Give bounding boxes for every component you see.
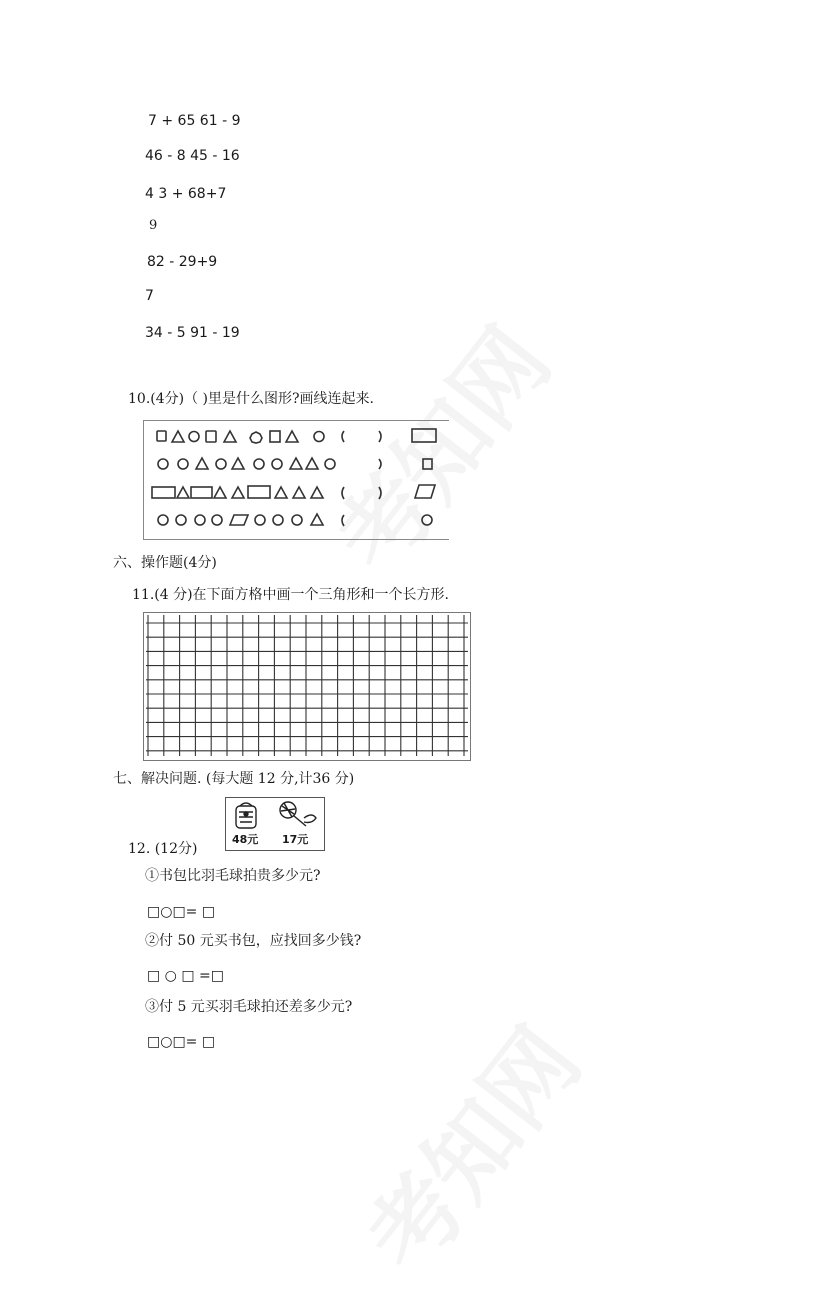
arith-row-5: 82 - 29+9 — [147, 254, 218, 270]
bag-icon — [230, 800, 262, 830]
racket-price: 17元 — [282, 833, 309, 846]
arith-row-1: 7 + 65 61 - 9 — [148, 113, 241, 129]
watermark-2 — [331, 997, 605, 1295]
arith-row-2: 46 - 8 45 - 16 — [145, 148, 240, 164]
racket-icon — [276, 800, 320, 830]
arith-row-7: 34 - 5 91 - 19 — [145, 325, 240, 341]
q12-eq3: □○□= □ — [147, 1034, 216, 1050]
q12-label: 12. (12分) — [128, 841, 198, 857]
price-picture — [225, 797, 325, 851]
q12-sub1: ①书包比羽毛球拍贵多少元? — [145, 868, 321, 884]
shapes-figure — [143, 420, 449, 540]
q12-sub3: ③付 5 元买羽毛球拍还差多少元? — [145, 999, 353, 1015]
section-7-heading: 七、解决问题. (每大题 12 分,计36 分) — [113, 771, 355, 787]
grid-figure[interactable] — [143, 612, 471, 761]
arith-row-4: 9 — [149, 218, 158, 233]
arith-row-3: 4 3 + 68+7 — [145, 186, 227, 202]
q10-title: 10.(4分)（ )里是什么图形?画线连起来. — [128, 391, 374, 407]
q11-title: 11.(4 分)在下面方格中画一个三角形和一个长方形. — [132, 587, 449, 603]
bag-price: 48元 — [232, 833, 259, 846]
shapes-matching-illustration — [144, 421, 449, 539]
q12-eq1: □○□= □ — [147, 904, 216, 920]
q12-eq2: □ ○ □ =□ — [147, 968, 224, 984]
q12-sub2: ②付 50 元买书包，应找回多少钱? — [145, 933, 362, 949]
arith-row-6: 7 — [145, 288, 154, 304]
drawing-grid[interactable] — [144, 613, 470, 760]
section-6-heading: 六、操作题(4分) — [113, 555, 217, 571]
